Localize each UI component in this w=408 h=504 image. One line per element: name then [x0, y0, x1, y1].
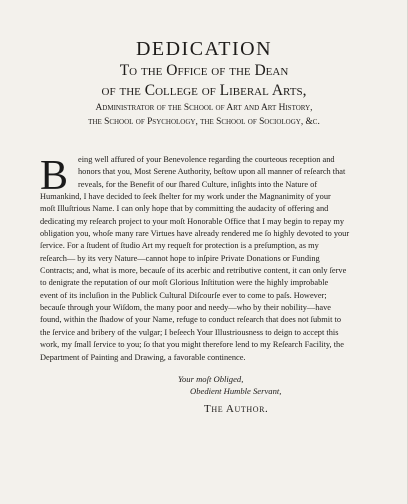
closing-line-2: Obedient Humble Servant,	[190, 386, 282, 396]
dedicatee-line-1: To the Office of the Dean	[119, 62, 289, 79]
body-line: reveals, for the Benefit of our ſhared Culture, inſights into the Nature of	[78, 179, 318, 189]
body-line: found, within the ſhadow of your Name, refuge to conduct reſearch that does not ſubmit to	[40, 315, 341, 325]
body-line: Humankind, I have decided to ſeek ſhelter for my work under the Magnanimity of your	[40, 192, 331, 202]
body-line: event of its incluſion in the Publick Cultural Diſcourſe ever to come to paſs. However;	[40, 290, 327, 300]
body-line: moſt Illuſtrious Name. I can only hope that by committing the audacity of offering and	[40, 204, 329, 214]
body-line: honors that you, Most Serene Authority, beſtow upon all manner of reſearch that	[78, 167, 346, 177]
body-line: Department of Painting and Drawing, a favorable continence.	[40, 352, 246, 362]
dedication-body	[40, 154, 374, 364]
body-line: becauſe through your Wiſdom, the many poor and needy—who by their nobility—have	[40, 303, 332, 313]
dedicatee-line-2: of the College of Liberal Arts,	[101, 82, 307, 99]
body-line: obligation you, whoſe many rare Virtues have already rendered me ſo highly devoted to your	[40, 229, 350, 239]
body-line: Contracts; and, what is more, becauſe of its acerbic and retributive content, it can only ſerve	[40, 266, 347, 276]
body-line: work, my ſmall ſervice to you; ſo that you might therefore lend to my Reſearch Facility, the	[40, 340, 344, 350]
signature: The Author.	[204, 403, 269, 415]
drop-cap: B	[40, 153, 69, 199]
body-line: the ſervice and bribery of the vulgar; I beſeech Your Illustriousness to deign to accept this	[40, 327, 339, 337]
body-line: to denigrate the reputation of our moſt Glorious Inſtitution were the highly improbable	[40, 278, 329, 288]
body-line: reſearch— by its very Nature—cannot hope to inſpire Private Donations or Funding	[40, 253, 320, 263]
dedicatee-line-4: the School of Psychology, the School of Sociology, &c.	[88, 117, 320, 127]
body-line: ſervice. For a ſtudent of ſtudio Art my requeſt for protection is a preſumption, as my	[40, 241, 319, 251]
body-line: dedicating my reſearch project to your moſt Honorable Office that I may begin to repay my	[40, 216, 345, 226]
dedicatee-line-3: Adminiſtrator of the School of Art and Art History,	[95, 103, 313, 113]
body-line: eing well affured of your Benevolence regarding the courteous reception and	[78, 155, 335, 164]
closing-line-1: Your moſt Obliged,	[178, 374, 244, 384]
dedication-title: DEDICATION	[135, 38, 273, 60]
